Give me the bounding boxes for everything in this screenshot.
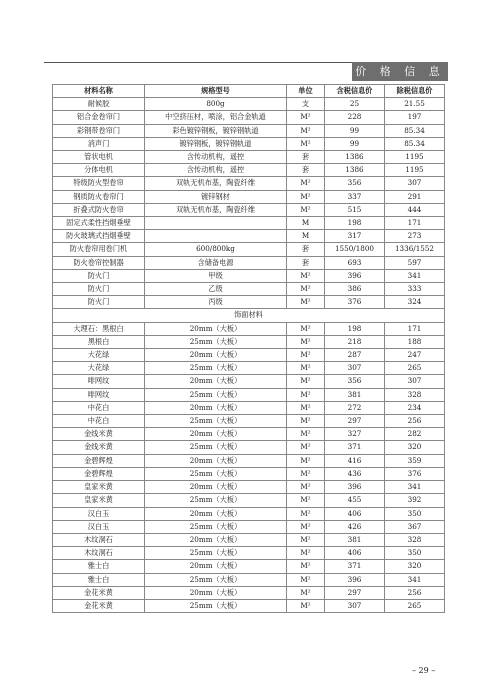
table-cell: 297 xyxy=(325,415,385,428)
table-cell: 大花绿 xyxy=(53,349,145,362)
table-cell: 皇家米黄 xyxy=(53,481,145,494)
table-cell: 套 xyxy=(287,164,325,177)
table-row xyxy=(53,111,445,124)
table-cell: M xyxy=(287,230,325,243)
table-cell: 大理石：黑根白 xyxy=(53,322,145,335)
table-cell: 341 xyxy=(385,481,445,494)
table-cell: 套 xyxy=(287,243,325,256)
table-cell: 356 xyxy=(325,177,385,190)
table-cell: 金花米黄 xyxy=(53,586,145,599)
table-cell: 341 xyxy=(385,573,445,586)
table-row xyxy=(53,243,445,256)
table-cell: M² xyxy=(287,507,325,520)
column-header-unit: 单位 xyxy=(287,85,325,98)
table-row xyxy=(53,349,445,362)
table-cell: 282 xyxy=(385,428,445,441)
table-row xyxy=(53,217,445,230)
table-cell: M² xyxy=(287,454,325,467)
table-cell: 371 xyxy=(325,560,385,573)
table-cell: 20mm（大板） xyxy=(145,322,287,335)
table-cell: 25mm（大板） xyxy=(145,415,287,428)
table-cell: 20mm（大板） xyxy=(145,586,287,599)
table-cell: 406 xyxy=(325,547,385,560)
table-cell: 雅士白 xyxy=(53,573,145,586)
table-cell: 金碧辉煌 xyxy=(53,454,145,467)
table-cell: M² xyxy=(287,362,325,375)
table-cell: 金碧辉煌 xyxy=(53,467,145,480)
table-cell: M² xyxy=(287,269,325,282)
table-row xyxy=(53,124,445,137)
table-cell: 328 xyxy=(385,533,445,546)
table-cell: 20mm（大板） xyxy=(145,375,287,388)
table-cell: M² xyxy=(287,137,325,150)
table-cell: 汉白玉 xyxy=(53,520,145,533)
table-cell: 307 xyxy=(325,362,385,375)
table-cell: 198 xyxy=(325,217,385,230)
table-cell: M² xyxy=(287,547,325,560)
table-row xyxy=(53,388,445,401)
table-cell: M² xyxy=(287,428,325,441)
table-cell: 消声门 xyxy=(53,137,145,150)
table-cell: 20mm（大板） xyxy=(145,401,287,414)
table-cell: 359 xyxy=(385,454,445,467)
table-cell: 367 xyxy=(385,520,445,533)
table-cell: M xyxy=(287,217,325,230)
table-cell: 324 xyxy=(385,296,445,309)
table-cell: 1550/1800 xyxy=(325,243,385,256)
table-cell: 25mm（大板） xyxy=(145,441,287,454)
table-row xyxy=(53,137,445,150)
table-row xyxy=(53,335,445,348)
table-cell: M² xyxy=(287,467,325,480)
table-cell: 乙级 xyxy=(145,283,287,296)
section-body xyxy=(53,309,445,322)
table-cell: 436 xyxy=(325,467,385,480)
table-cell: 钢质防火卷帘门 xyxy=(53,190,145,203)
table-cell: 327 xyxy=(325,428,385,441)
table-cell: M² xyxy=(287,349,325,362)
table-row xyxy=(53,375,445,388)
table-cell: 396 xyxy=(325,573,385,586)
table-cell: 20mm（大板） xyxy=(145,560,287,573)
table-cell: 双轨无机布基，陶瓷纤维 xyxy=(145,177,287,190)
table-cell: 防火卷帘用卷门机 xyxy=(53,243,145,256)
table-cell: 折叠式防火卷帘 xyxy=(53,203,145,216)
table-cell: 455 xyxy=(325,494,385,507)
table-cell: 25mm（大板） xyxy=(145,467,287,480)
table-cell: 371 xyxy=(325,441,385,454)
table-row xyxy=(53,296,445,309)
table-row xyxy=(53,547,445,560)
table-row xyxy=(53,494,445,507)
section-row xyxy=(53,309,445,322)
table-cell: 396 xyxy=(325,481,385,494)
table-cell: 188 xyxy=(385,335,445,348)
table-row xyxy=(53,599,445,612)
table-cell: M² xyxy=(287,375,325,388)
table-cell: 防火门 xyxy=(53,296,145,309)
table-cell: M² xyxy=(287,177,325,190)
table-cell: M² xyxy=(287,111,325,124)
table-row xyxy=(53,573,445,586)
table-cell: 20mm（大板） xyxy=(145,533,287,546)
table-row xyxy=(53,151,445,164)
table-cell: 皇家米黄 xyxy=(53,494,145,507)
table-cell: M² xyxy=(287,415,325,428)
table-cell: 20mm（大板） xyxy=(145,454,287,467)
table-cell: M² xyxy=(287,533,325,546)
table-cell: 20mm（大板） xyxy=(145,428,287,441)
table-row xyxy=(53,177,445,190)
table-cell: 1195 xyxy=(385,164,445,177)
table-cell: M² xyxy=(287,124,325,137)
table-cell: 171 xyxy=(385,217,445,230)
section-title: 饰面材料 xyxy=(53,309,445,322)
section-header: 价 格 信 息 xyxy=(352,62,448,81)
table-cell: 273 xyxy=(385,230,445,243)
table-cell: 防火门 xyxy=(53,269,145,282)
table-row xyxy=(53,586,445,599)
table-cell: 中花白 xyxy=(53,415,145,428)
table-cell: 198 xyxy=(325,322,385,335)
table-cell: 287 xyxy=(325,349,385,362)
table-cell: 197 xyxy=(385,111,445,124)
table-cell: M² xyxy=(287,520,325,533)
table-cell: M² xyxy=(287,599,325,612)
table-cell: 彩钢带卷帘门 xyxy=(53,124,145,137)
table-cell: 234 xyxy=(385,401,445,414)
table-cell: 291 xyxy=(385,190,445,203)
table-cell: 啡网纹 xyxy=(53,375,145,388)
table-cell: 21.55 xyxy=(385,98,445,111)
table-cell: 228 xyxy=(325,111,385,124)
table-cell: 307 xyxy=(385,177,445,190)
table-cell: 25mm（大板） xyxy=(145,388,287,401)
table-cell: 25mm（大板） xyxy=(145,520,287,533)
table-cell: 265 xyxy=(385,599,445,612)
table-cell: 600/800kg xyxy=(145,243,287,256)
table-cell: 376 xyxy=(385,467,445,480)
table-cell: 800g xyxy=(145,98,287,111)
table-row xyxy=(53,190,445,203)
table-cell: M² xyxy=(287,401,325,414)
table-cell: 镀锌钢板，镀锌钢轨道 xyxy=(145,137,287,150)
table-cell: 特级防火型卷帘 xyxy=(53,177,145,190)
table-cell: M² xyxy=(287,296,325,309)
table-cell: 386 xyxy=(325,283,385,296)
table-cell: 大花绿 xyxy=(53,362,145,375)
table-cell: 265 xyxy=(385,362,445,375)
table-cell: 350 xyxy=(385,507,445,520)
table-row xyxy=(53,481,445,494)
table-row xyxy=(53,467,445,480)
price-table xyxy=(52,84,445,613)
table-cell: M² xyxy=(287,388,325,401)
table-cell: 25mm（大板） xyxy=(145,547,287,560)
table-cell: 支 xyxy=(287,98,325,111)
table-cell: 1386 xyxy=(325,151,385,164)
table-cell: M² xyxy=(287,481,325,494)
column-header-price-notax: 除税信息价 xyxy=(385,85,445,98)
table-row xyxy=(53,230,445,243)
table-cell: M² xyxy=(287,190,325,203)
table-cell: 25mm（大板） xyxy=(145,362,287,375)
table-row xyxy=(53,560,445,573)
table-header-row xyxy=(53,85,445,98)
table-cell: M² xyxy=(287,203,325,216)
table-cell: 固定式柔性挡烟垂壁 xyxy=(53,217,145,230)
table-cell: 啡网纹 xyxy=(53,388,145,401)
table-cell: 350 xyxy=(385,547,445,560)
table-cell: 防火玻璃式挡烟垂壁 xyxy=(53,230,145,243)
table-cell: 328 xyxy=(385,388,445,401)
table-cell: 耐候胶 xyxy=(53,98,145,111)
table-row xyxy=(53,164,445,177)
table-cell: 含传动机构，遥控 xyxy=(145,164,287,177)
table-cell: 297 xyxy=(325,586,385,599)
table-cell: 中花白 xyxy=(53,401,145,414)
table-cell: 515 xyxy=(325,203,385,216)
table-cell: 金花米黄 xyxy=(53,599,145,612)
table-cell: M² xyxy=(287,560,325,573)
table-cell xyxy=(145,217,287,230)
table-cell: 247 xyxy=(385,349,445,362)
table-cell: M² xyxy=(287,322,325,335)
table-body-finishes xyxy=(53,322,445,612)
table-cell: 含储备电源 xyxy=(145,256,287,269)
table-cell: 1386 xyxy=(325,164,385,177)
table-cell: 甲级 xyxy=(145,269,287,282)
table-row xyxy=(53,533,445,546)
page-number: – 29 – xyxy=(412,666,436,675)
table-cell: 20mm（大板） xyxy=(145,507,287,520)
table-cell: 381 xyxy=(325,388,385,401)
table-cell: M² xyxy=(287,494,325,507)
table-cell: 20mm（大板） xyxy=(145,481,287,494)
table-cell: 416 xyxy=(325,454,385,467)
table-row xyxy=(53,269,445,282)
table-cell: 256 xyxy=(385,415,445,428)
table-cell: 黑根白 xyxy=(53,335,145,348)
table-cell: 256 xyxy=(385,586,445,599)
table-cell: M² xyxy=(287,335,325,348)
table-cell: 376 xyxy=(325,296,385,309)
table-cell: 套 xyxy=(287,256,325,269)
table-cell: 1195 xyxy=(385,151,445,164)
table-cell: 333 xyxy=(385,283,445,296)
table-cell: 含传动机构，遥控 xyxy=(145,151,287,164)
table-cell: 85.34 xyxy=(385,137,445,150)
table-cell: 25mm（大板） xyxy=(145,494,287,507)
table-cell: 341 xyxy=(385,269,445,282)
column-header-name: 材料名称 xyxy=(53,85,145,98)
table-cell: 管状电机 xyxy=(53,151,145,164)
table-row xyxy=(53,98,445,111)
table-cell: 317 xyxy=(325,230,385,243)
table-cell: 99 xyxy=(325,137,385,150)
table-cell: 20mm（大板） xyxy=(145,349,287,362)
table-cell: 1336/1552 xyxy=(385,243,445,256)
table-row xyxy=(53,507,445,520)
table-cell: 99 xyxy=(325,124,385,137)
table-cell: 406 xyxy=(325,507,385,520)
table-cell: 218 xyxy=(325,335,385,348)
table-row xyxy=(53,256,445,269)
table-cell: M² xyxy=(287,441,325,454)
table-cell: 25mm（大板） xyxy=(145,335,287,348)
table-row xyxy=(53,322,445,335)
table-cell: 320 xyxy=(385,560,445,573)
table-cell: 丙级 xyxy=(145,296,287,309)
table-row xyxy=(53,203,445,216)
table-row xyxy=(53,428,445,441)
table-cell: 中空挤压材，喷涂，铝合金轨道 xyxy=(145,111,287,124)
table-row xyxy=(53,415,445,428)
table-row xyxy=(53,454,445,467)
table-row xyxy=(53,441,445,454)
table-cell: 381 xyxy=(325,533,385,546)
table-cell: 金线米黄 xyxy=(53,441,145,454)
table-cell: 426 xyxy=(325,520,385,533)
table-cell: M² xyxy=(287,586,325,599)
table-row xyxy=(53,401,445,414)
table-cell: 396 xyxy=(325,269,385,282)
table-cell: M² xyxy=(287,283,325,296)
table-cell: 木纹洞石 xyxy=(53,547,145,560)
table-row xyxy=(53,283,445,296)
table-cell: M² xyxy=(287,573,325,586)
table-row xyxy=(53,520,445,533)
table-cell: 307 xyxy=(385,375,445,388)
table-cell: 防火门 xyxy=(53,283,145,296)
table-cell: 双轨无机布基，陶瓷纤维 xyxy=(145,203,287,216)
table-cell: 272 xyxy=(325,401,385,414)
table-cell: 分体电机 xyxy=(53,164,145,177)
column-header-price-tax: 含税信息价 xyxy=(325,85,385,98)
table-cell: 337 xyxy=(325,190,385,203)
table-cell: 金线米黄 xyxy=(53,428,145,441)
table-row xyxy=(53,362,445,375)
table-cell: 392 xyxy=(385,494,445,507)
table-cell: 镀锌钢材 xyxy=(145,190,287,203)
table-cell: 25mm（大板） xyxy=(145,573,287,586)
table-cell: 25 xyxy=(325,98,385,111)
table-cell: 171 xyxy=(385,322,445,335)
table-cell xyxy=(145,230,287,243)
table-cell: 套 xyxy=(287,151,325,164)
table-cell: 307 xyxy=(325,599,385,612)
table-cell: 693 xyxy=(325,256,385,269)
table-cell: 防火卷帘控制器 xyxy=(53,256,145,269)
table-cell: 汉白玉 xyxy=(53,507,145,520)
table-cell: 雅士白 xyxy=(53,560,145,573)
table-cell: 444 xyxy=(385,203,445,216)
table-cell: 597 xyxy=(385,256,445,269)
table-cell: 320 xyxy=(385,441,445,454)
table-cell: 铝合金卷帘门 xyxy=(53,111,145,124)
table-cell: 25mm（大板） xyxy=(145,599,287,612)
table-cell: 356 xyxy=(325,375,385,388)
table-cell: 彩色镀锌钢板，镀锌钢轨道 xyxy=(145,124,287,137)
table-body xyxy=(53,98,445,309)
column-header-spec: 规格型号 xyxy=(145,85,287,98)
table-cell: 85.34 xyxy=(385,124,445,137)
table-cell: 木纹洞石 xyxy=(53,533,145,546)
